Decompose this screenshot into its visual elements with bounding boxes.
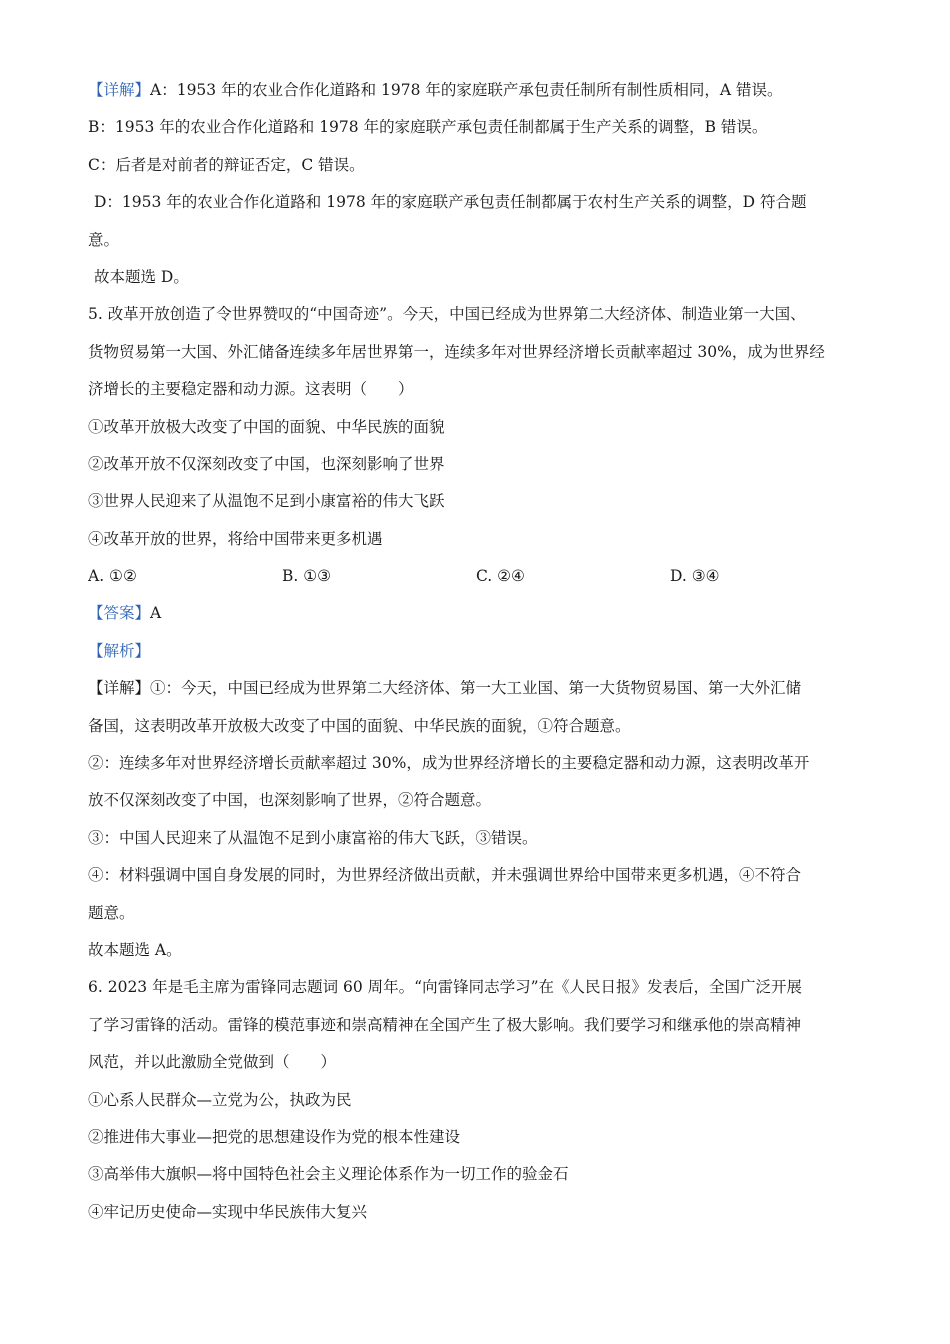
detail-tag: 【详解】 bbox=[88, 679, 151, 698]
answer-value: A bbox=[150, 604, 162, 623]
q5-option-d: D. ③④ bbox=[670, 567, 720, 586]
answer-tag: 【答案】 bbox=[88, 604, 151, 623]
q5-stem-line1: 5. 改革开放创造了令世界赞叹的“中国奇迹”。今天，中国已经成为世界第二大经济体、制造业第一大国、 bbox=[88, 305, 806, 324]
q5-detail-1-line2: 备国，这表明改革开放极大改变了中国的面貌、中华民族的面貌，①符合题意。 bbox=[88, 716, 631, 735]
q5-item-4: ④改革开放的世界，将给中国带来更多机遇 bbox=[88, 529, 383, 548]
q5-analysis bbox=[88, 633, 878, 670]
q6-stem-line1: 6. 2023 年是毛主席为雷锋同志题词 60 周年。“向雷锋同志学习”在《人民日报》发表后，全国广泛开展 bbox=[88, 978, 803, 997]
q5-detail-3: ③：中国人民迎来了从温饱不足到小康富裕的伟大飞跃，③错误。 bbox=[88, 828, 538, 847]
q5-detail-1-text: ①：今天，中国已经成为世界第二大经济体、第一大工业国、第一大货物贸易国、第一大外汇储 bbox=[150, 679, 802, 698]
q5-detail-4-line2: 题意。 bbox=[88, 903, 135, 922]
analysis-tag: 【解析】 bbox=[88, 641, 151, 660]
q6-stem-line2: 了学习雷锋的活动。雷锋的模范事迹和崇高精神在全国产生了极大影响。我们要学习和继承他的崇高精神 bbox=[88, 1015, 802, 1034]
document-page bbox=[88, 72, 878, 1231]
q6-item-4: ④牢记历史使命—实现中华民族伟大复兴 bbox=[88, 1202, 368, 1221]
q5-detail-2-line1: ②：连续多年对世界经济增长贡献率超过 30%，成为世界经济增长的主要稳定器和动力源，这表明改革开 bbox=[88, 754, 810, 773]
q5-answer bbox=[88, 595, 878, 632]
q6-item-1: ①心系人民群众—立党为公，执政为民 bbox=[88, 1090, 352, 1109]
q5-detail-2-line2: 放不仅深刻改变了中国，也深刻影响了世界，②符合题意。 bbox=[88, 791, 492, 810]
q6-item-3: ③高举伟大旗帜—将中国特色社会主义理论体系作为一切工作的验金石 bbox=[88, 1165, 569, 1184]
q5-option-c: C. ②④ bbox=[476, 567, 525, 586]
q6-item-2: ②推进伟大事业—把党的思想建设作为党的根本性建设 bbox=[88, 1127, 461, 1146]
q5-stem-line2: 货物贸易第一大国、外汇储备连续多年居世界第一，连续多年对世界经济增长贡献率超过 30%，成为世界经 bbox=[88, 342, 825, 361]
q5-item-2: ②改革开放不仅深刻改变了中国，也深刻影响了世界 bbox=[88, 454, 445, 473]
q4-detail-a bbox=[88, 72, 878, 109]
q5-options bbox=[88, 558, 878, 595]
q4-detail-d-line2: 意。 bbox=[88, 230, 120, 249]
q5-option-b: B. ①③ bbox=[282, 567, 332, 586]
q5-conclusion: 故本题选 A。 bbox=[88, 940, 182, 959]
q5-item-3: ③世界人民迎来了从温饱不足到小康富裕的伟大飞跃 bbox=[88, 492, 445, 511]
detail-tag: 【详解】 bbox=[88, 81, 151, 99]
q4-detail-c: C：后者是对前者的辩证否定，C 错误。 bbox=[88, 155, 365, 174]
q5-detail-4-line1: ④：材料强调中国自身发展的同时，为世界经济做出贡献，并未强调世界给中国带来更多机遇，④不符合 bbox=[88, 866, 802, 885]
q5-item-1: ①改革开放极大改变了中国的面貌、中华民族的面貌 bbox=[88, 417, 445, 436]
q4-conclusion: 故本题选 D。 bbox=[94, 267, 189, 286]
q4-detail-d-line1: D：1953 年的农业合作化道路和 1978 年的家庭联产承包责任制都属于农村生产关系的调整，D 符合题 bbox=[94, 193, 807, 212]
q5-stem-line3: 济增长的主要稳定器和动力源。这表明（ ） bbox=[88, 380, 414, 399]
q6-stem-line3: 风范，并以此激励全党做到（ ） bbox=[88, 1053, 337, 1072]
q4-detail-a-text: A：1953 年的农业合作化道路和 1978 年的家庭联产承包责任制所有制性质相同，A 错误。 bbox=[150, 81, 783, 99]
q5-detail-1-line1 bbox=[88, 670, 878, 707]
q4-detail-b: B：1953 年的农业合作化道路和 1978 年的家庭联产承包责任制都属于生产关系的调整，B 错误。 bbox=[88, 118, 768, 137]
q5-option-a: A. ①② bbox=[88, 567, 137, 586]
